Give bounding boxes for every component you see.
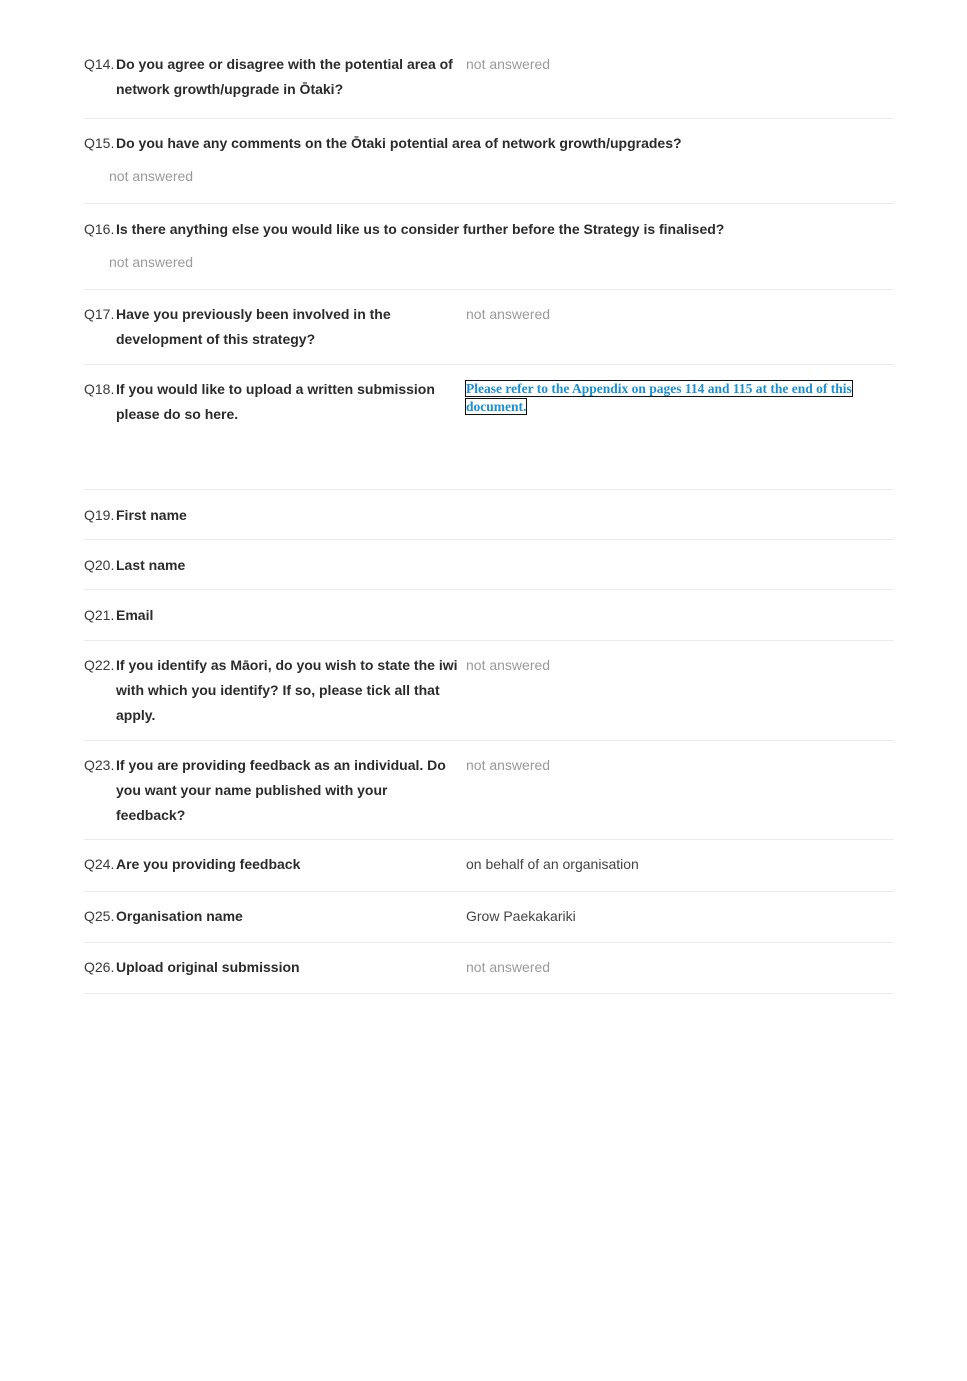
- question-q20: [84, 540, 894, 590]
- question-q15: [84, 119, 894, 204]
- question-number: Q22.: [84, 657, 115, 673]
- question-q26: [84, 943, 894, 994]
- question-text: If you are providing feedback as an individual. Do you want your name published with your feedback?: [116, 757, 446, 823]
- question-q18: [84, 365, 894, 490]
- answer-value: on behalf of an organisation: [466, 856, 639, 872]
- question-text: Email: [116, 607, 154, 623]
- question-q24: [84, 840, 894, 892]
- answer-value: not answered: [466, 959, 551, 975]
- question-text: Do you agree or disagree with the potential area of network growth/upgrade in Ōtaki?: [116, 56, 453, 97]
- question-text: First name: [116, 507, 187, 523]
- question-number: Q26.: [84, 959, 115, 975]
- question-text: Organisation name: [116, 908, 243, 924]
- question-q22: [84, 641, 894, 741]
- question-q23: [84, 741, 894, 840]
- answer-value: not answered: [466, 657, 551, 673]
- appendix-reference-link[interactable]: Please refer to the Appendix on pages 114 and 115 at the end of this: [466, 381, 852, 396]
- appendix-reference-link-continued[interactable]: document.: [466, 399, 527, 414]
- question-text: If you would like to upload a written submission please do so here.: [116, 381, 435, 422]
- question-number: Q23.: [84, 757, 115, 773]
- question-number: Q18.: [84, 381, 115, 397]
- question-number: Q16.: [84, 221, 115, 237]
- question-q25: [84, 892, 894, 943]
- question-number: Q20.: [84, 557, 115, 573]
- question-q19: [84, 490, 894, 540]
- question-text: Do you have any comments on the Ōtaki potential area of network growth/upgrades?: [116, 135, 682, 151]
- question-number: Q17.: [84, 306, 115, 322]
- question-text: Have you previously been involved in the development of this strategy?: [116, 306, 391, 347]
- answer-value: not answered: [466, 757, 551, 773]
- question-number: Q14.: [84, 56, 115, 72]
- question-number: Q25.: [84, 908, 115, 924]
- question-text: Is there anything else you would like us to consider further before the Strategy is finalised?: [116, 221, 725, 237]
- question-number: Q24.: [84, 856, 115, 872]
- survey-responses: [84, 52, 894, 994]
- question-text: Last name: [116, 557, 186, 573]
- answer-value: not answered: [466, 56, 551, 72]
- answer-value: not answered: [109, 168, 194, 184]
- question-text: Are you providing feedback: [116, 856, 301, 872]
- question-number: Q19.: [84, 507, 115, 523]
- question-q21: [84, 590, 894, 641]
- answer-value: Grow Paekakariki: [466, 908, 576, 924]
- question-number: Q15.: [84, 135, 115, 151]
- question-number: Q21.: [84, 607, 115, 623]
- answer-value: not answered: [466, 306, 551, 322]
- question-q16: [84, 204, 894, 290]
- question-q14: [84, 52, 894, 119]
- question-text: Upload original submission: [116, 959, 300, 975]
- question-q17: [84, 290, 894, 365]
- question-text: If you identify as Māori, do you wish to state the iwi with which you identify? If so, please tick all that apply.: [116, 657, 458, 723]
- answer-value: not answered: [109, 254, 194, 270]
